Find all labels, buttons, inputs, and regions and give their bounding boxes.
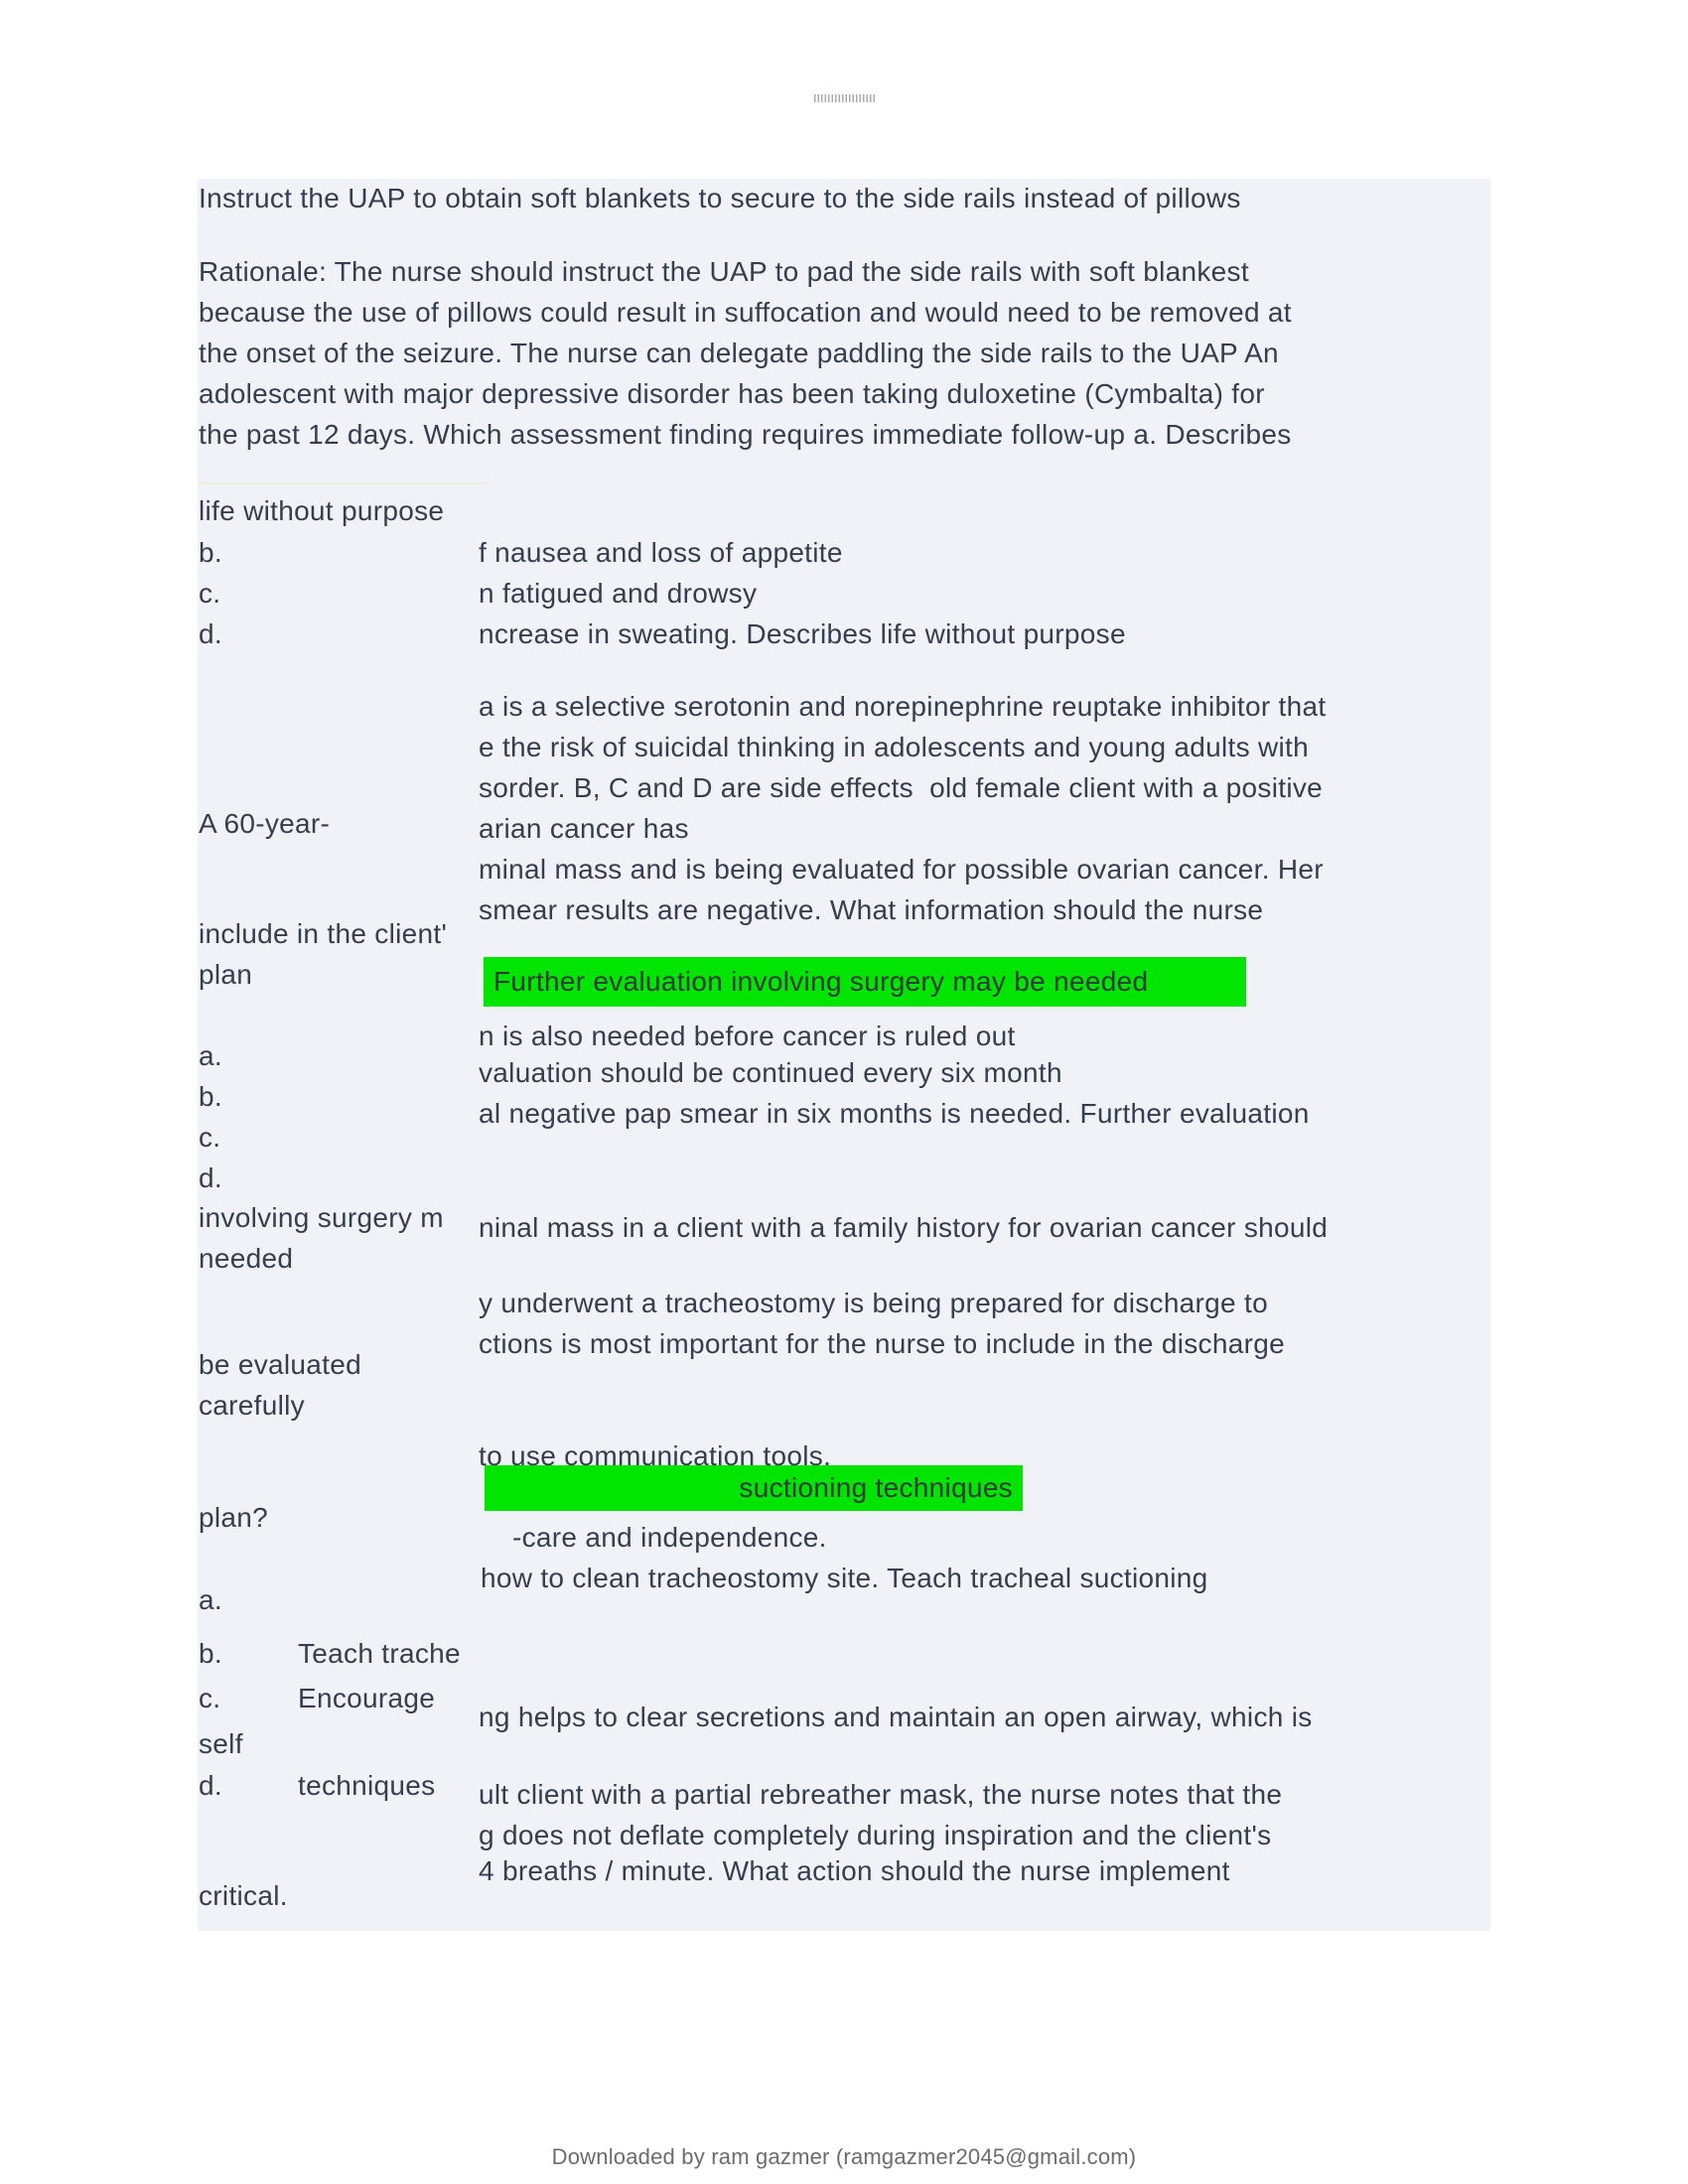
text-fragment: plan — [199, 959, 253, 990]
text-fragment: ninal mass in a client with a family history for ovarian cancer should — [479, 1212, 1329, 1243]
micro-header-text — [814, 94, 876, 102]
text-fragment: a is a selective serotonin and norepinephrine reuptake inhibitor that — [479, 691, 1327, 722]
text-fragment: ncrease in sweating. Describes life without purpose — [479, 618, 1126, 649]
text-fragment: c. — [199, 1122, 221, 1153]
text-fragment: b. — [199, 537, 222, 568]
text-fragment: ult client with a partial rebreather mask, the nurse notes that the — [479, 1779, 1283, 1810]
text-fragment: minal mass and is being evaluated for possible ovarian cancer. Her — [479, 854, 1324, 885]
text-fragment: -care and independence. — [512, 1522, 827, 1553]
text-fragment: y underwent a tracheostomy is being prepared for discharge to — [479, 1288, 1268, 1318]
highlighted-answer: Further evaluation involving surgery may be needed — [484, 957, 1246, 1007]
text-fragment: Teach trache — [298, 1638, 461, 1669]
text-fragment: sorder. B, C and D are side effects old female client with a positive — [479, 772, 1324, 803]
text-fragment: ctions is most important for the nurse to include in the discharge — [479, 1328, 1285, 1359]
highlighted-answer: suctioning techniques — [485, 1465, 1023, 1511]
text-fragment: a. — [199, 1584, 222, 1615]
text-fragment: b. — [199, 1638, 222, 1669]
text-fragment: A 60-year- — [199, 808, 331, 839]
text-fragment: the past 12 days. Which assessment finding requires immediate follow-up a. Describes — [199, 419, 1292, 450]
text-fragment: include in the client' — [199, 918, 448, 949]
text-fragment: d. — [199, 618, 222, 649]
text-fragment: c. — [199, 578, 221, 609]
text-fragment: valuation should be continued every six month — [479, 1057, 1062, 1088]
text-fragment: carefully — [199, 1390, 305, 1421]
text-fragment: smear results are negative. What information should the nurse — [479, 894, 1264, 925]
text-fragment: arian cancer has — [479, 813, 689, 844]
text-fragment: e the risk of suicidal thinking in adolescents and young adults with — [479, 732, 1309, 762]
text-fragment: n fatigued and drowsy — [479, 578, 758, 609]
text-fragment: critical. — [199, 1880, 288, 1911]
text-fragment: d. — [199, 1162, 222, 1193]
text-fragment: techniques — [298, 1770, 436, 1801]
text-fragment: g does not deflate completely during inspiration and the client's — [479, 1820, 1272, 1850]
text-fragment: al negative pap smear in six months is needed. Further evaluation — [479, 1098, 1310, 1129]
text-fragment: adolescent with major depressive disorder has been taking duloxetine (Cymbalta) for — [199, 378, 1265, 409]
text-fragment: the onset of the seizure. The nurse can delegate paddling the side rails to the UAP An — [199, 338, 1279, 368]
text-fragment: 4 breaths / minute. What action should the nurse implement — [479, 1855, 1230, 1886]
text-fragment: Instruct the UAP to obtain soft blankets to secure to the side rails instead of pillows — [199, 183, 1241, 213]
text-fragment: involving surgery m — [199, 1202, 444, 1233]
text-fragment: be evaluated — [199, 1349, 361, 1380]
footer-download-note: Downloaded by ram gazmer (ramgazmer2045@gmail.com) — [551, 2144, 1137, 2169]
text-fragment: because the use of pillows could result in suffocation and would need to be removed at — [199, 297, 1292, 328]
text-fragment: d. — [199, 1770, 222, 1801]
text-fragment: plan? — [199, 1502, 269, 1533]
text-fragment: how to clean tracheostomy site. Teach tracheal suctioning — [481, 1563, 1208, 1593]
text-fragment: to use communication tools. — [479, 1440, 832, 1471]
text-fragment: f nausea and loss of appetite — [479, 537, 843, 568]
text-fragment: b. — [199, 1081, 222, 1112]
text-fragment: Rationale: The nurse should instruct the UAP to pad the side rails with soft blankest — [199, 256, 1249, 287]
separator-rule — [198, 482, 488, 484]
text-fragment: self — [199, 1728, 243, 1759]
text-fragment: needed — [199, 1243, 294, 1274]
text-fragment: n is also needed before cancer is ruled out — [479, 1021, 1016, 1051]
text-fragment: ng helps to clear secretions and maintain an open airway, which is — [479, 1702, 1313, 1732]
text-fragment: life without purpose — [199, 495, 445, 526]
text-fragment: a. — [199, 1040, 222, 1071]
text-fragment: Encourage — [298, 1683, 436, 1713]
text-fragment: c. — [199, 1683, 221, 1713]
